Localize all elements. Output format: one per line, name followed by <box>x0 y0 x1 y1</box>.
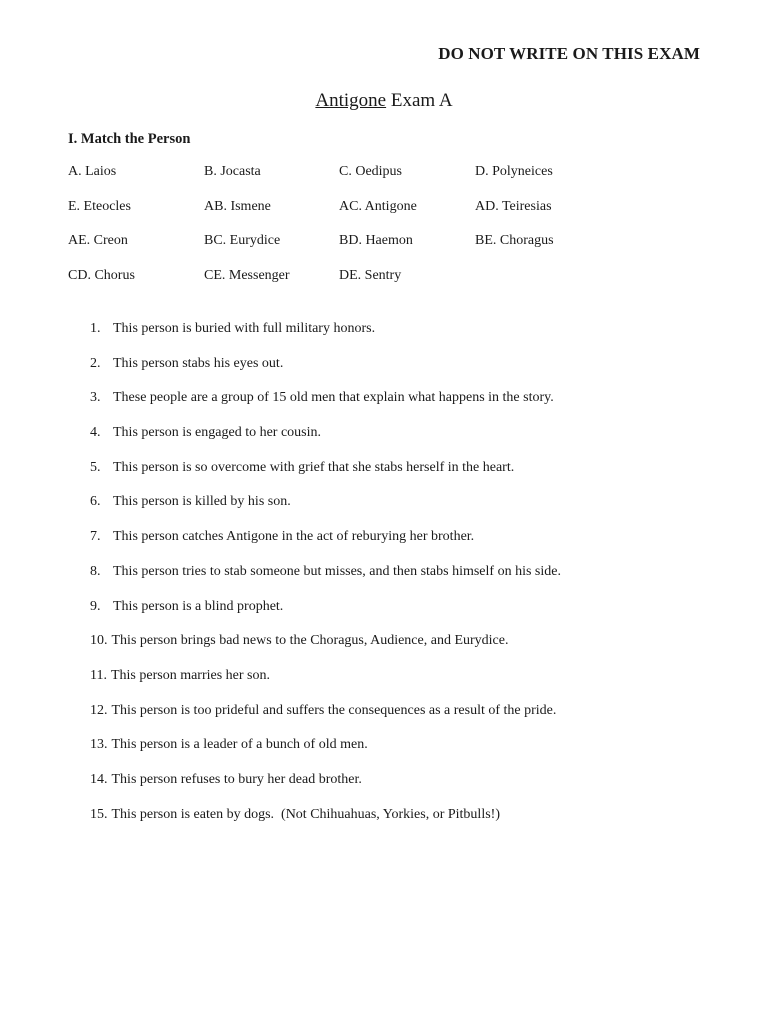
question-number: 9. <box>90 598 101 614</box>
question-text: This person is a blind prophet. <box>113 598 284 614</box>
question-item <box>90 668 710 703</box>
choice-row <box>68 164 708 199</box>
question-number: 4. <box>90 425 101 441</box>
title-suffix: Exam A <box>386 90 453 111</box>
exam-title <box>0 90 768 112</box>
question-number: 12. <box>90 702 108 718</box>
question-number: 15. <box>90 806 108 822</box>
question-number: 6. <box>90 494 101 510</box>
choice-row <box>68 268 708 303</box>
question-text: This person stabs his eyes out. <box>113 355 284 371</box>
choice-item: CD. Chorus <box>68 268 135 284</box>
question-item <box>90 460 710 495</box>
question-number: 7. <box>90 529 101 545</box>
question-number: 5. <box>90 459 101 475</box>
question-number: 10. <box>90 633 108 649</box>
choice-row <box>68 233 708 268</box>
question-item <box>90 356 710 391</box>
choice-item: CE. Messenger <box>204 268 290 284</box>
choice-item: B. Jocasta <box>204 164 261 179</box>
question-item <box>90 494 710 529</box>
question-number: 8. <box>90 563 101 579</box>
choice-item: BD. Haemon <box>339 233 413 249</box>
question-item <box>90 390 710 425</box>
choice-item: AE. Creon <box>68 233 128 249</box>
question-number: 3. <box>90 390 101 406</box>
question-item <box>90 529 710 564</box>
question-text: This person brings bad news to the Choragus, Audience, and Eurydice. <box>111 633 509 649</box>
question-item <box>90 633 710 668</box>
choice-item: A. Laios <box>68 164 117 179</box>
question-text: This person is engaged to her cousin. <box>113 425 322 441</box>
question-item <box>90 564 710 599</box>
question-item <box>90 807 710 842</box>
question-list <box>90 321 710 841</box>
question-item <box>90 737 710 772</box>
choice-item: BC. Eurydice <box>204 233 281 249</box>
question-text: This person refuses to bury her dead brother. <box>111 771 362 787</box>
choice-item: DE. Sentry <box>339 268 402 284</box>
choice-item: AD. Teiresias <box>475 198 552 214</box>
title-play-name: Antigone <box>315 90 387 111</box>
choice-item: E. Eteocles <box>68 198 131 214</box>
exam-warning: DO NOT WRITE ON THIS EXAM <box>438 44 700 63</box>
question-text: This person is eaten by dogs. (Not Chihuahuas, Yorkies, or Pitbulls!) <box>111 806 500 822</box>
choice-item: AB. Ismene <box>204 198 271 214</box>
question-text: This person is buried with full military honors. <box>113 321 376 336</box>
question-text: This person is so overcome with grief that she stabs herself in the heart. <box>113 459 515 475</box>
choice-item: AC. Antigone <box>339 198 417 214</box>
question-number: 2. <box>90 355 101 371</box>
question-item <box>90 703 710 738</box>
question-text: These people are a group of 15 old men that explain what happens in the story. <box>113 390 554 406</box>
question-number: 13. <box>90 737 108 753</box>
question-text: This person tries to stab someone but misses, and then stabs himself on his side. <box>113 563 561 579</box>
question-item <box>90 425 710 460</box>
question-number: 14. <box>90 771 108 787</box>
choice-row <box>68 199 708 234</box>
choice-item: D. Polyneices <box>475 164 553 179</box>
answer-choices-grid <box>68 164 708 303</box>
question-number: 11. <box>90 667 107 683</box>
section-heading: I. Match the Person <box>68 131 191 147</box>
question-text: This person catches Antigone in the act of reburying her brother. <box>113 529 475 545</box>
question-text: This person is killed by his son. <box>113 494 291 510</box>
choice-item: C. Oedipus <box>339 164 402 179</box>
question-item <box>90 772 710 807</box>
choice-item: BE. Choragus <box>475 233 554 249</box>
question-number: 1. <box>90 321 101 336</box>
question-item <box>90 599 710 634</box>
question-text: This person marries her son. <box>110 667 271 683</box>
question-text: This person is a leader of a bunch of old men. <box>111 737 368 753</box>
question-item <box>90 321 710 356</box>
question-text: This person is too prideful and suffers the consequences as a result of the pride. <box>111 702 557 718</box>
